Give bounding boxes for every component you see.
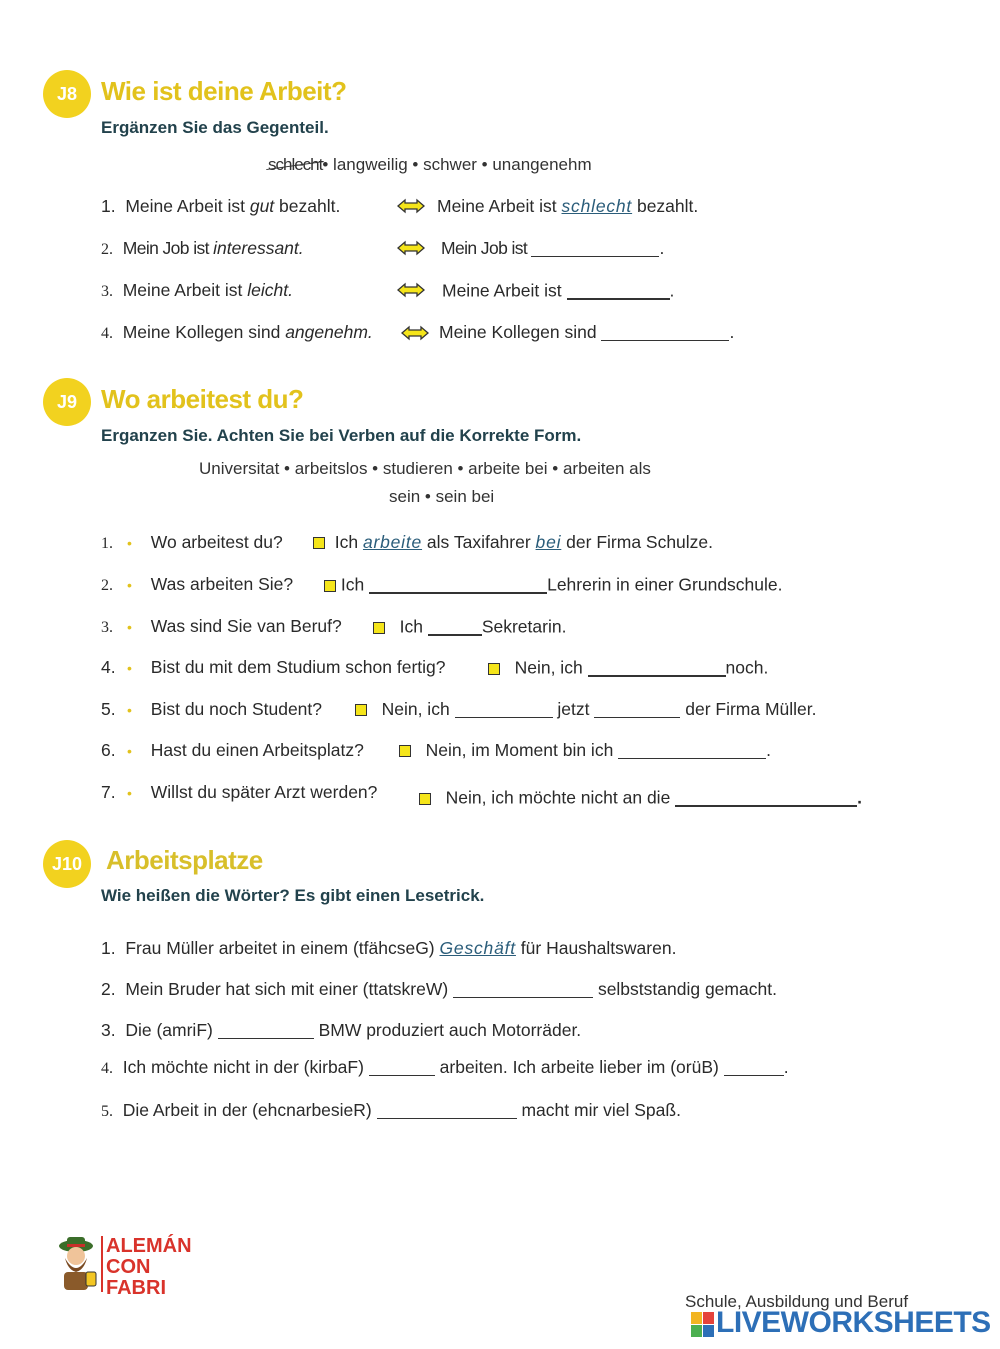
j9-item-3-answer: Ich Sekretarin. bbox=[373, 616, 566, 638]
answer-field[interactable]: Geschäft bbox=[439, 938, 516, 958]
instruction-j9: Erganzen Sie. Achten Sie bei Verben auf die Korrekte Form. bbox=[101, 426, 582, 445]
answer-field[interactable] bbox=[369, 574, 547, 594]
word-bank-j8 bbox=[268, 155, 592, 175]
j10-item-2: 2. Mein Bruder hat sich mit einer (ttatskreW) selbststandig gemacht. bbox=[101, 979, 777, 999]
j9-item-6-answer: Nein, im Moment bin ich . bbox=[399, 740, 771, 761]
checkbox-icon bbox=[488, 663, 500, 675]
instruction-j10: Wie heißen die Wörter? Es gibt einen Lesetrick. bbox=[101, 886, 485, 905]
liveworksheets-icon bbox=[691, 1312, 715, 1338]
answer-field[interactable] bbox=[428, 616, 482, 636]
j9-item-7: 7. • Willst du später Arzt werden? bbox=[101, 782, 378, 802]
j9-item-1: 1. • Wo arbeitest du? bbox=[101, 532, 283, 552]
answer-field[interactable] bbox=[594, 700, 680, 719]
logo-divider bbox=[101, 1236, 103, 1292]
answer-field[interactable]: schlecht bbox=[561, 196, 633, 216]
checkbox-icon bbox=[324, 580, 336, 592]
word-bank-j9-line2: sein • sein bei bbox=[389, 487, 495, 506]
j9-item-2: 2. • Was arbeiten Sie? bbox=[101, 574, 294, 594]
j8-item-3-left: 3. Meine Arbeit ist leicht. bbox=[101, 280, 293, 300]
liveworksheets-brand[interactable]: LIVEWORKSHEETS bbox=[716, 1306, 991, 1339]
word-bank-rest: • langweilig • schwer • unangenehm bbox=[322, 155, 592, 174]
answer-field[interactable] bbox=[724, 1058, 784, 1077]
j9-item-3: 3. • Was sind Sie van Beruf? bbox=[101, 616, 342, 636]
j9-item-6: 6. • Hast du einen Arbeitsplatz? bbox=[101, 740, 364, 760]
answer-field[interactable] bbox=[567, 280, 670, 300]
answer-field[interactable] bbox=[455, 700, 553, 719]
j8-item-1-left: 1. Meine Arbeit ist gut bezahlt. bbox=[101, 196, 341, 216]
answer-field[interactable] bbox=[675, 787, 857, 807]
double-arrow-icon bbox=[400, 325, 430, 341]
answer-field[interactable]: bei bbox=[535, 532, 562, 552]
section-title-j9: Wo arbeitest du? bbox=[101, 384, 304, 414]
double-arrow-icon bbox=[396, 282, 426, 298]
j9-item-1-answer: Ich arbeite als Taxifahrer bei der Firma Schulze. bbox=[313, 532, 713, 553]
answer-field[interactable] bbox=[369, 1058, 435, 1077]
j10-item-1: 1. Frau Müller arbeitet in einem (tfähcseG) Geschäft für Haushaltswaren. bbox=[101, 938, 677, 958]
j8-item-2-left: 2. Mein Job ist interessant. bbox=[101, 238, 304, 258]
j10-item-5: 5. Die Arbeit in der (ehcnarbesieR) macht mir viel Spaß. bbox=[101, 1100, 681, 1120]
answer-field[interactable] bbox=[618, 741, 766, 760]
j8-item-4-right: Meine Kollegen sind . bbox=[439, 322, 735, 342]
answer-field[interactable] bbox=[377, 1101, 517, 1120]
j9-item-4-answer: Nein, ich noch. bbox=[488, 657, 768, 679]
j9-item-2-answer: Ich Lehrerin in einer Grundschule. bbox=[324, 574, 783, 596]
answer-field[interactable] bbox=[453, 980, 593, 999]
answer-field[interactable] bbox=[588, 657, 726, 677]
j8-item-1-right: Meine Arbeit ist schlecht bezahlt. bbox=[437, 196, 699, 216]
checkbox-icon bbox=[399, 745, 411, 757]
mascot-icon bbox=[54, 1234, 100, 1292]
double-arrow-icon bbox=[396, 240, 426, 256]
j9-item-5: 5. • Bist du noch Student? bbox=[101, 699, 323, 719]
checkbox-icon bbox=[313, 537, 325, 549]
word-bank-j9-line1: Universitat • arbeitslos • studieren • arbeite bei • arbeiten als bbox=[199, 459, 651, 478]
j9-item-5-answer: Nein, ich jetzt der Firma Müller. bbox=[355, 699, 817, 720]
section-title-j10: Arbeitsplatze bbox=[106, 845, 263, 875]
j10-item-3: 3. Die (amriF) BMW produziert auch Motorräder. bbox=[101, 1020, 582, 1040]
footer-subtitle: Schule, Ausbildung und Beruf bbox=[685, 1292, 909, 1311]
section-title-j8: Wie ist deine Arbeit? bbox=[101, 76, 347, 106]
checkbox-icon bbox=[373, 622, 385, 634]
j9-item-4: 4. • Bist du mit dem Studium schon fertig? bbox=[101, 657, 446, 677]
section-badge-j8: J8 bbox=[43, 70, 91, 118]
section-badge-j10: J10 bbox=[43, 840, 91, 888]
double-arrow-icon bbox=[396, 198, 426, 214]
j8-item-3-right: Meine Arbeit ist . bbox=[442, 280, 675, 301]
answer-field[interactable] bbox=[601, 323, 729, 342]
checkbox-icon bbox=[355, 704, 367, 716]
instruction-j8: Ergänzen Sie das Gegenteil. bbox=[101, 118, 329, 137]
answer-field[interactable]: arbeite bbox=[362, 532, 423, 552]
j10-item-4: 4. Ich möchte nicht in der (kirbaF) arbeiten. Ich arbeite lieber im (orüB) . bbox=[101, 1057, 789, 1077]
struck-word: schlecht bbox=[268, 155, 323, 174]
j9-item-7-answer: Nein, ich möchte nicht an die . bbox=[419, 787, 862, 809]
answer-field[interactable] bbox=[531, 239, 659, 258]
answer-field[interactable] bbox=[218, 1021, 314, 1040]
checkbox-icon bbox=[419, 793, 431, 805]
logo-text: ALEMÁN CON FABRI bbox=[106, 1235, 192, 1299]
j8-item-2-right: Mein Job ist . bbox=[441, 238, 665, 258]
section-badge-j9: J9 bbox=[43, 378, 91, 426]
j8-item-4-left: 4. Meine Kollegen sind angenehm. bbox=[101, 322, 373, 342]
